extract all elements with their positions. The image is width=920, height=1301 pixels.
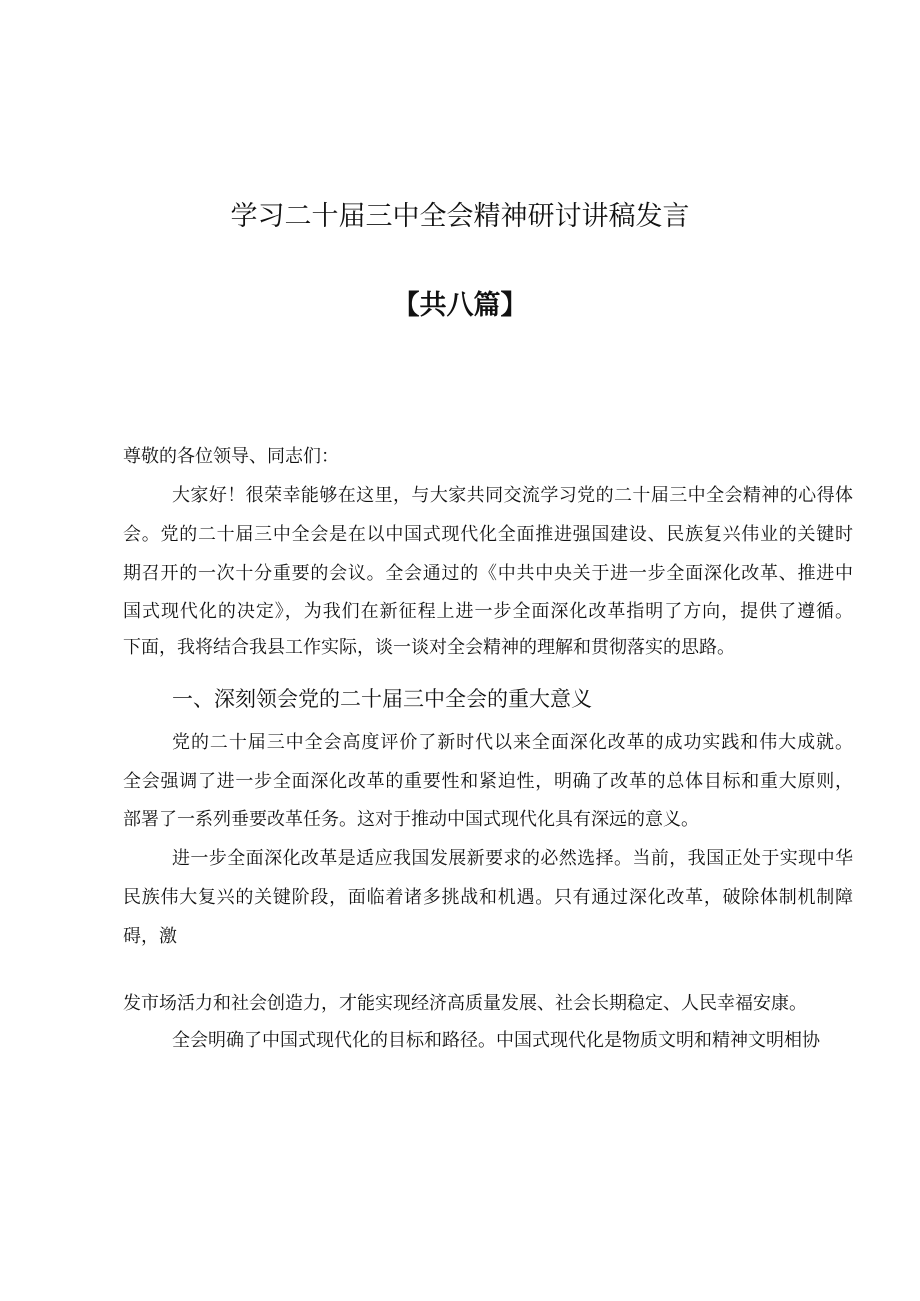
paragraph-line: 民族伟大复兴的关键阶段，面临着诸多挑战和机遇。只有通过深化改革，破除体制机制障 (123, 887, 853, 908)
paragraph-line: 国式现代化的决定》，为我们在新征程上进一步全面深化改革指明了方向，提供了遵循。 (123, 601, 853, 622)
paragraph-line: 部署了一系列垂要改革任务。这对于推动中国式现代化具有深远的意义。 (123, 809, 699, 830)
salutation: 尊敬的各位领导、同志们： (123, 446, 339, 467)
paragraph-line: 大家好！很荣幸能够在这里，与大家共同交流学习党的二十届三中全会精神的心得体 (172, 485, 853, 506)
paragraph-line: 进一步全面深化改革是适应我国发展新要求的必然选择。当前，我国正处于实现中华 (172, 848, 853, 869)
paragraph-line: 碍，激 (123, 926, 177, 947)
paragraph-line: 下面，我将结合我县工作实际，谈一谈对全会精神的理解和贯彻落实的思路。 (123, 637, 735, 658)
paragraph-line: 会。党的二十届三中全会是在以中国式现代化全面推进强国建设、民族复兴伟业的关键时 (123, 524, 853, 545)
document-subtitle: 【共八篇】 (392, 290, 528, 321)
paragraph-line: 全会明确了中国式现代化的目标和路径。中国式现代化是物质文明和精神文明相协 (172, 1030, 820, 1051)
paragraph-line: 党的二十届三中全会高度评价了新时代以来全面深化改革的成功实践和伟大成就。 (172, 732, 853, 753)
section-heading: 一、深刻领会党的二十届三中全会的重大意义 (172, 687, 592, 711)
paragraph-line: 发市场活力和社会创造力，才能实现经济高质量发展、社会长期稳定、人民幸福安康。 (123, 993, 807, 1014)
paragraph-line: 全会强调了进一步全面深化改革的重要性和紧迫性，明确了改革的总体目标和重大原则， (123, 771, 853, 792)
document-title: 学习二十届三中全会精神研讨讲稿发言 (230, 201, 690, 232)
paragraph-line: 期召开的一次十分重要的会议。全会通过的《中共中央关于进一步全面深化改革、推进中 (123, 563, 853, 584)
